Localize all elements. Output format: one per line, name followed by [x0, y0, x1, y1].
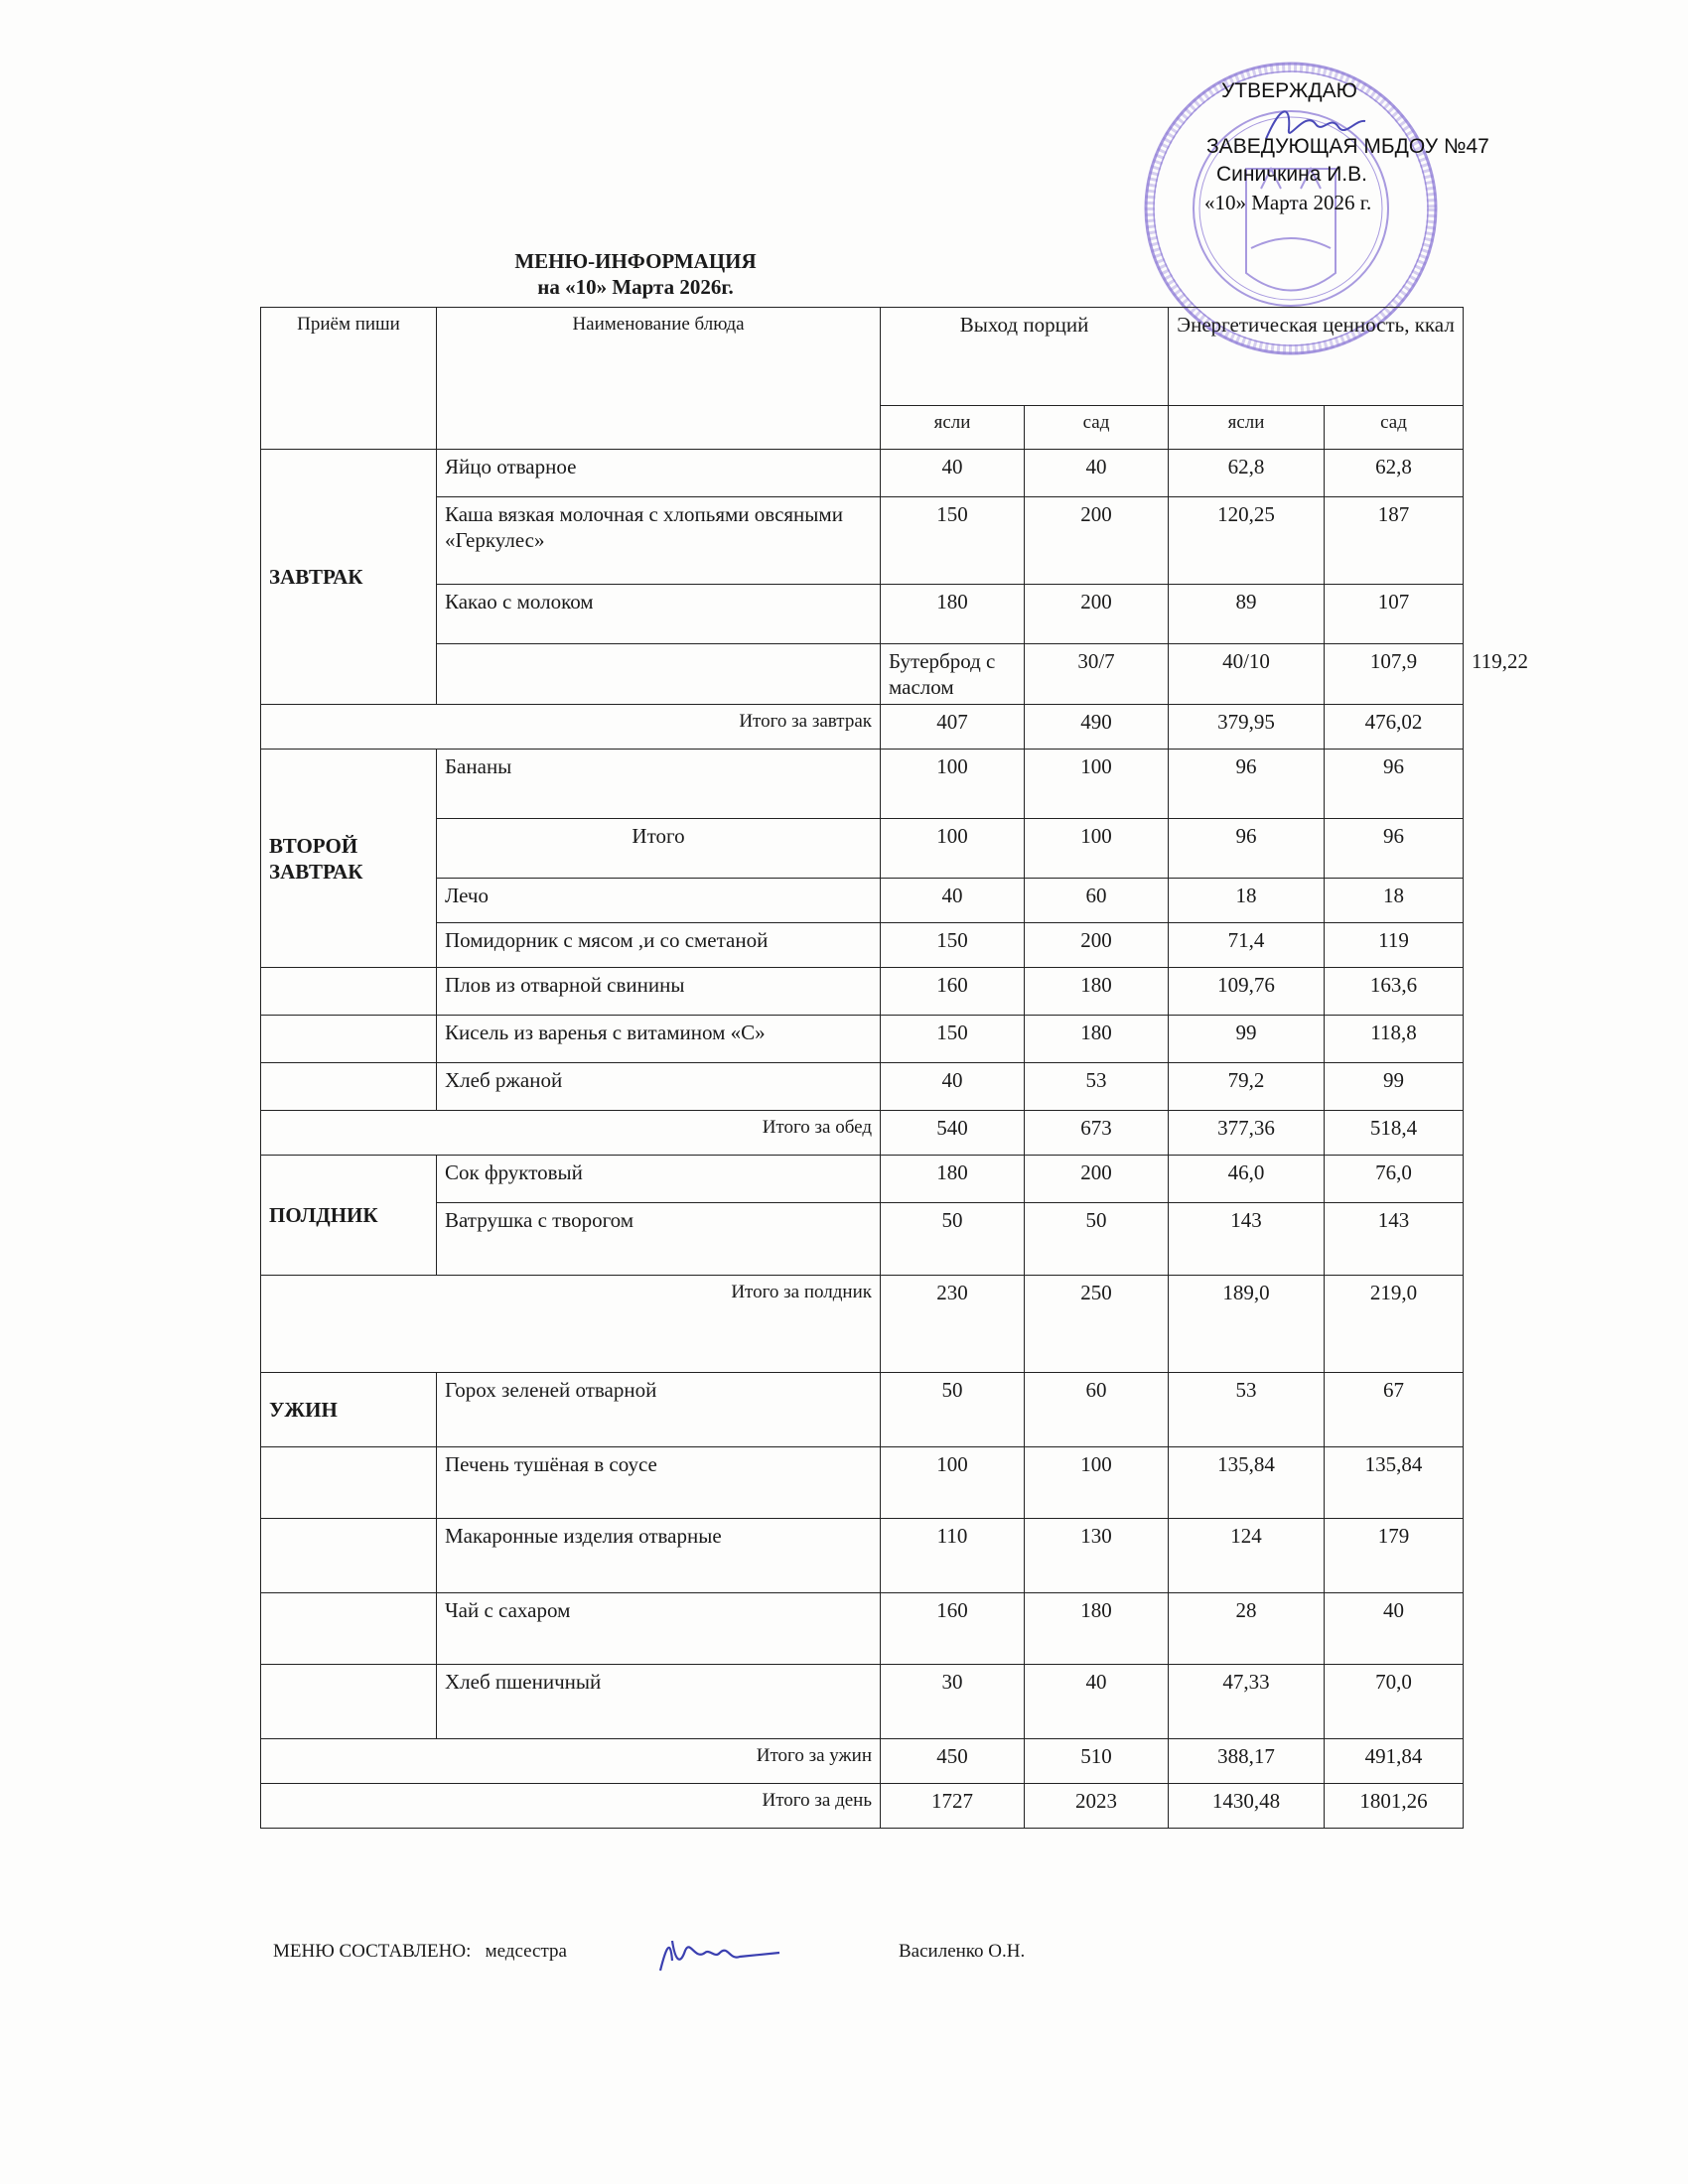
portion-nursery: 150 — [881, 497, 1025, 585]
portion-kindergarten: 60 — [1025, 879, 1169, 923]
portion-nursery: 110 — [881, 1519, 1025, 1593]
dish-name: Лечо — [437, 879, 881, 923]
portion-kindergarten: 510 — [1025, 1739, 1169, 1784]
portion-kindergarten: 200 — [1025, 923, 1169, 968]
energy-nursery: 107,9 — [1325, 644, 1464, 705]
energy-nursery: 143 — [1169, 1203, 1325, 1276]
portion-nursery: 180 — [881, 1156, 1025, 1203]
energy-kindergarten: 67 — [1325, 1373, 1464, 1447]
menu-table — [260, 307, 1529, 1829]
portion-kindergarten: 100 — [1025, 819, 1169, 879]
dish-name: Бутерброд с маслом — [881, 644, 1025, 705]
total-row — [261, 1111, 1464, 1156]
table-row — [261, 1665, 1464, 1739]
portion-nursery: 50 — [881, 1373, 1025, 1447]
table-row — [261, 497, 1464, 585]
portion-nursery: 100 — [881, 750, 1025, 819]
energy-nursery: 47,33 — [1169, 1665, 1325, 1739]
dish-name: Хлеб ржаной — [437, 1063, 881, 1111]
portion-nursery: 100 — [881, 1447, 1025, 1519]
portion-kindergarten: 100 — [1025, 750, 1169, 819]
portion-nursery: 180 — [881, 585, 1025, 644]
energy-nursery: 189,0 — [1169, 1276, 1325, 1373]
energy-kindergarten: 18 — [1325, 879, 1464, 923]
table-row — [261, 1593, 1464, 1665]
total-label: Итого за полдник — [261, 1276, 881, 1373]
portion-nursery: 30 — [881, 1665, 1025, 1739]
table-row — [261, 1016, 1464, 1063]
energy-kindergarten: 107 — [1325, 585, 1464, 644]
portion-nursery: 150 — [881, 1016, 1025, 1063]
approver-position: ЗАВЕДУЮЩАЯ МБДОУ №47 — [1206, 135, 1489, 158]
portion-kindergarten: 130 — [1025, 1519, 1169, 1593]
total-label: Итого за день — [261, 1784, 881, 1829]
energy-nursery: 1430,48 — [1169, 1784, 1325, 1829]
table-row — [261, 1519, 1464, 1593]
energy-nursery: 377,36 — [1169, 1111, 1325, 1156]
meal-cell-empty — [261, 1519, 437, 1593]
total-label: Итого за завтрак — [261, 705, 881, 750]
meal-cell-empty — [437, 644, 881, 705]
approver-name: Синичкина И.В. — [1216, 163, 1367, 186]
total-row — [261, 705, 1464, 750]
dish-name: Помидорник с мясом ,и со сметаной — [437, 923, 881, 968]
portion-nursery: 160 — [881, 1593, 1025, 1665]
dish-name: Плов из отварной свинины — [437, 968, 881, 1016]
table-row — [261, 1373, 1464, 1447]
subheader-energy-nursery: ясли — [1169, 406, 1325, 450]
energy-nursery: 53 — [1169, 1373, 1325, 1447]
energy-nursery: 96 — [1169, 750, 1325, 819]
portion-kindergarten: 50 — [1025, 1203, 1169, 1276]
energy-kindergarten: 40 — [1325, 1593, 1464, 1665]
energy-nursery: 79,2 — [1169, 1063, 1325, 1111]
portion-kindergarten: 40 — [1025, 450, 1169, 497]
total-label: Итого за обед — [261, 1111, 881, 1156]
portion-nursery: 40 — [881, 879, 1025, 923]
document-title: МЕНЮ-ИНФОРМАЦИЯ — [514, 249, 757, 273]
table-row — [261, 585, 1464, 644]
header-portion: Выход порций — [881, 308, 1169, 406]
subheader-energy-kindergarten: сад — [1325, 406, 1464, 450]
table-row — [261, 1203, 1464, 1276]
portion-kindergarten: 53 — [1025, 1063, 1169, 1111]
energy-nursery: 99 — [1169, 1016, 1325, 1063]
dish-name: Горох зеленей отварной — [437, 1373, 881, 1447]
energy-nursery: 71,4 — [1169, 923, 1325, 968]
portion-nursery: 230 — [881, 1276, 1025, 1373]
meal-cell-empty — [261, 1063, 437, 1111]
meal-cell-empty — [261, 1447, 437, 1519]
energy-kindergarten: 1801,26 — [1325, 1784, 1464, 1829]
portion-nursery: 40 — [881, 1063, 1025, 1111]
energy-kindergarten: 518,4 — [1325, 1111, 1464, 1156]
nurse-signature — [650, 1931, 789, 1980]
dish-name: Каша вязкая молочная с хлопьями овсяными «Геркулес» — [437, 497, 881, 585]
energy-kindergarten: 491,84 — [1325, 1739, 1464, 1784]
portion-kindergarten: 200 — [1025, 585, 1169, 644]
energy-kindergarten: 476,02 — [1325, 705, 1464, 750]
table-row: Бутерброд с маслом 30/7 40/10 107,9 119,22 — [261, 644, 1464, 705]
meal-label: УЖИН — [261, 1373, 437, 1447]
header-row — [261, 308, 1464, 406]
header-meal: Приём пиши — [261, 308, 437, 450]
portion-kindergarten: 2023 — [1025, 1784, 1169, 1829]
meal-cell-empty — [261, 1593, 437, 1665]
portion-nursery: 160 — [881, 968, 1025, 1016]
table-row — [261, 819, 1464, 879]
approval-block — [1206, 77, 1534, 216]
energy-kindergarten: 70,0 — [1325, 1665, 1464, 1739]
energy-kindergarten: 62,8 — [1325, 450, 1464, 497]
energy-nursery: 388,17 — [1169, 1739, 1325, 1784]
portion-kindergarten: 180 — [1025, 1593, 1169, 1665]
dish-name: Ватрушка с творогом — [437, 1203, 881, 1276]
portion-kindergarten: 180 — [1025, 1016, 1169, 1063]
energy-kindergarten: 179 — [1325, 1519, 1464, 1593]
portion-kindergarten: 100 — [1025, 1447, 1169, 1519]
energy-kindergarten: 118,8 — [1325, 1016, 1464, 1063]
energy-nursery: 46,0 — [1169, 1156, 1325, 1203]
energy-kindergarten: 163,6 — [1325, 968, 1464, 1016]
portion-kindergarten: 180 — [1025, 968, 1169, 1016]
header-energy: Энергетическая ценность, ккал — [1169, 308, 1464, 406]
dish-name: Кисель из варенья с витамином «С» — [437, 1016, 881, 1063]
portion-kindergarten: 200 — [1025, 497, 1169, 585]
dish-name: Итого — [437, 819, 881, 879]
meal-label: ПОЛДНИК — [261, 1156, 437, 1276]
table-row — [261, 1447, 1464, 1519]
total-row — [261, 1784, 1464, 1829]
portion-kindergarten: 40/10 — [1169, 644, 1325, 705]
portion-kindergarten: 40 — [1025, 1665, 1169, 1739]
total-label: Итого за ужин — [261, 1739, 881, 1784]
energy-kindergarten: 99 — [1325, 1063, 1464, 1111]
energy-kindergarten: 96 — [1325, 819, 1464, 879]
subheader-portion-kindergarten: сад — [1025, 406, 1169, 450]
dish-name: Хлеб пшеничный — [437, 1665, 881, 1739]
document-title-block — [248, 248, 1023, 300]
compiler-name: Василенко О.Н. — [899, 1941, 1026, 1962]
portion-nursery: 407 — [881, 705, 1025, 750]
approval-date: «10» Марта 2026 г. — [1204, 191, 1372, 214]
meal-cell-empty — [261, 1665, 437, 1739]
dish-name: Печень тушёная в соусе — [437, 1447, 881, 1519]
portion-nursery: 40 — [881, 450, 1025, 497]
table-row — [261, 968, 1464, 1016]
table-row — [261, 450, 1464, 497]
energy-kindergarten: 76,0 — [1325, 1156, 1464, 1203]
portion-nursery: 450 — [881, 1739, 1025, 1784]
energy-nursery: 89 — [1169, 585, 1325, 644]
portion-nursery: 100 — [881, 819, 1025, 879]
dish-name: Макаронные изделия отварные — [437, 1519, 881, 1593]
dish-name: Какао с молоком — [437, 585, 881, 644]
header-dish: Наименование блюда — [437, 308, 881, 450]
document-date: на «10» Марта 2026г. — [537, 275, 734, 299]
energy-kindergarten: 135,84 — [1325, 1447, 1464, 1519]
total-row — [261, 1739, 1464, 1784]
energy-nursery: 96 — [1169, 819, 1325, 879]
energy-kindergarten: 219,0 — [1325, 1276, 1464, 1373]
meal-label: ЗАВТРАК — [261, 450, 437, 705]
total-row — [261, 1276, 1464, 1373]
approval-heading: УТВЕРЖДАЮ — [1221, 79, 1357, 102]
energy-kindergarten: 187 — [1325, 497, 1464, 585]
portion-nursery: 540 — [881, 1111, 1025, 1156]
footer-label: МЕНЮ СОСТАВЛЕНО: медсестра — [273, 1941, 567, 1962]
table-row — [261, 923, 1464, 968]
portion-nursery: 50 — [881, 1203, 1025, 1276]
dish-name: Бананы — [437, 750, 881, 819]
portion-nursery: 30/7 — [1025, 644, 1169, 705]
energy-nursery: 109,76 — [1169, 968, 1325, 1016]
energy-nursery: 135,84 — [1169, 1447, 1325, 1519]
energy-nursery: 18 — [1169, 879, 1325, 923]
portion-kindergarten: 60 — [1025, 1373, 1169, 1447]
portion-nursery: 1727 — [881, 1784, 1025, 1829]
energy-kindergarten: 119 — [1325, 923, 1464, 968]
meal-cell-empty — [261, 968, 437, 1016]
energy-kindergarten: 143 — [1325, 1203, 1464, 1276]
portion-kindergarten: 200 — [1025, 1156, 1169, 1203]
energy-nursery: 379,95 — [1169, 705, 1325, 750]
dish-name: Сок фруктовый — [437, 1156, 881, 1203]
table-row — [261, 1156, 1464, 1203]
table-row — [261, 879, 1464, 923]
dish-name: Яйцо отварное — [437, 450, 881, 497]
portion-kindergarten: 250 — [1025, 1276, 1169, 1373]
energy-kindergarten: 96 — [1325, 750, 1464, 819]
meal-label: ВТОРОЙ ЗАВТРАК — [261, 750, 437, 968]
dish-name: Чай с сахаром — [437, 1593, 881, 1665]
portion-kindergarten: 490 — [1025, 705, 1169, 750]
portion-nursery: 150 — [881, 923, 1025, 968]
table-row — [261, 1063, 1464, 1111]
table-row — [261, 750, 1464, 819]
energy-nursery: 62,8 — [1169, 450, 1325, 497]
energy-nursery: 28 — [1169, 1593, 1325, 1665]
portion-kindergarten: 673 — [1025, 1111, 1169, 1156]
meal-cell-empty — [261, 1016, 437, 1063]
energy-nursery: 124 — [1169, 1519, 1325, 1593]
energy-nursery: 120,25 — [1169, 497, 1325, 585]
subheader-portion-nursery: ясли — [881, 406, 1025, 450]
